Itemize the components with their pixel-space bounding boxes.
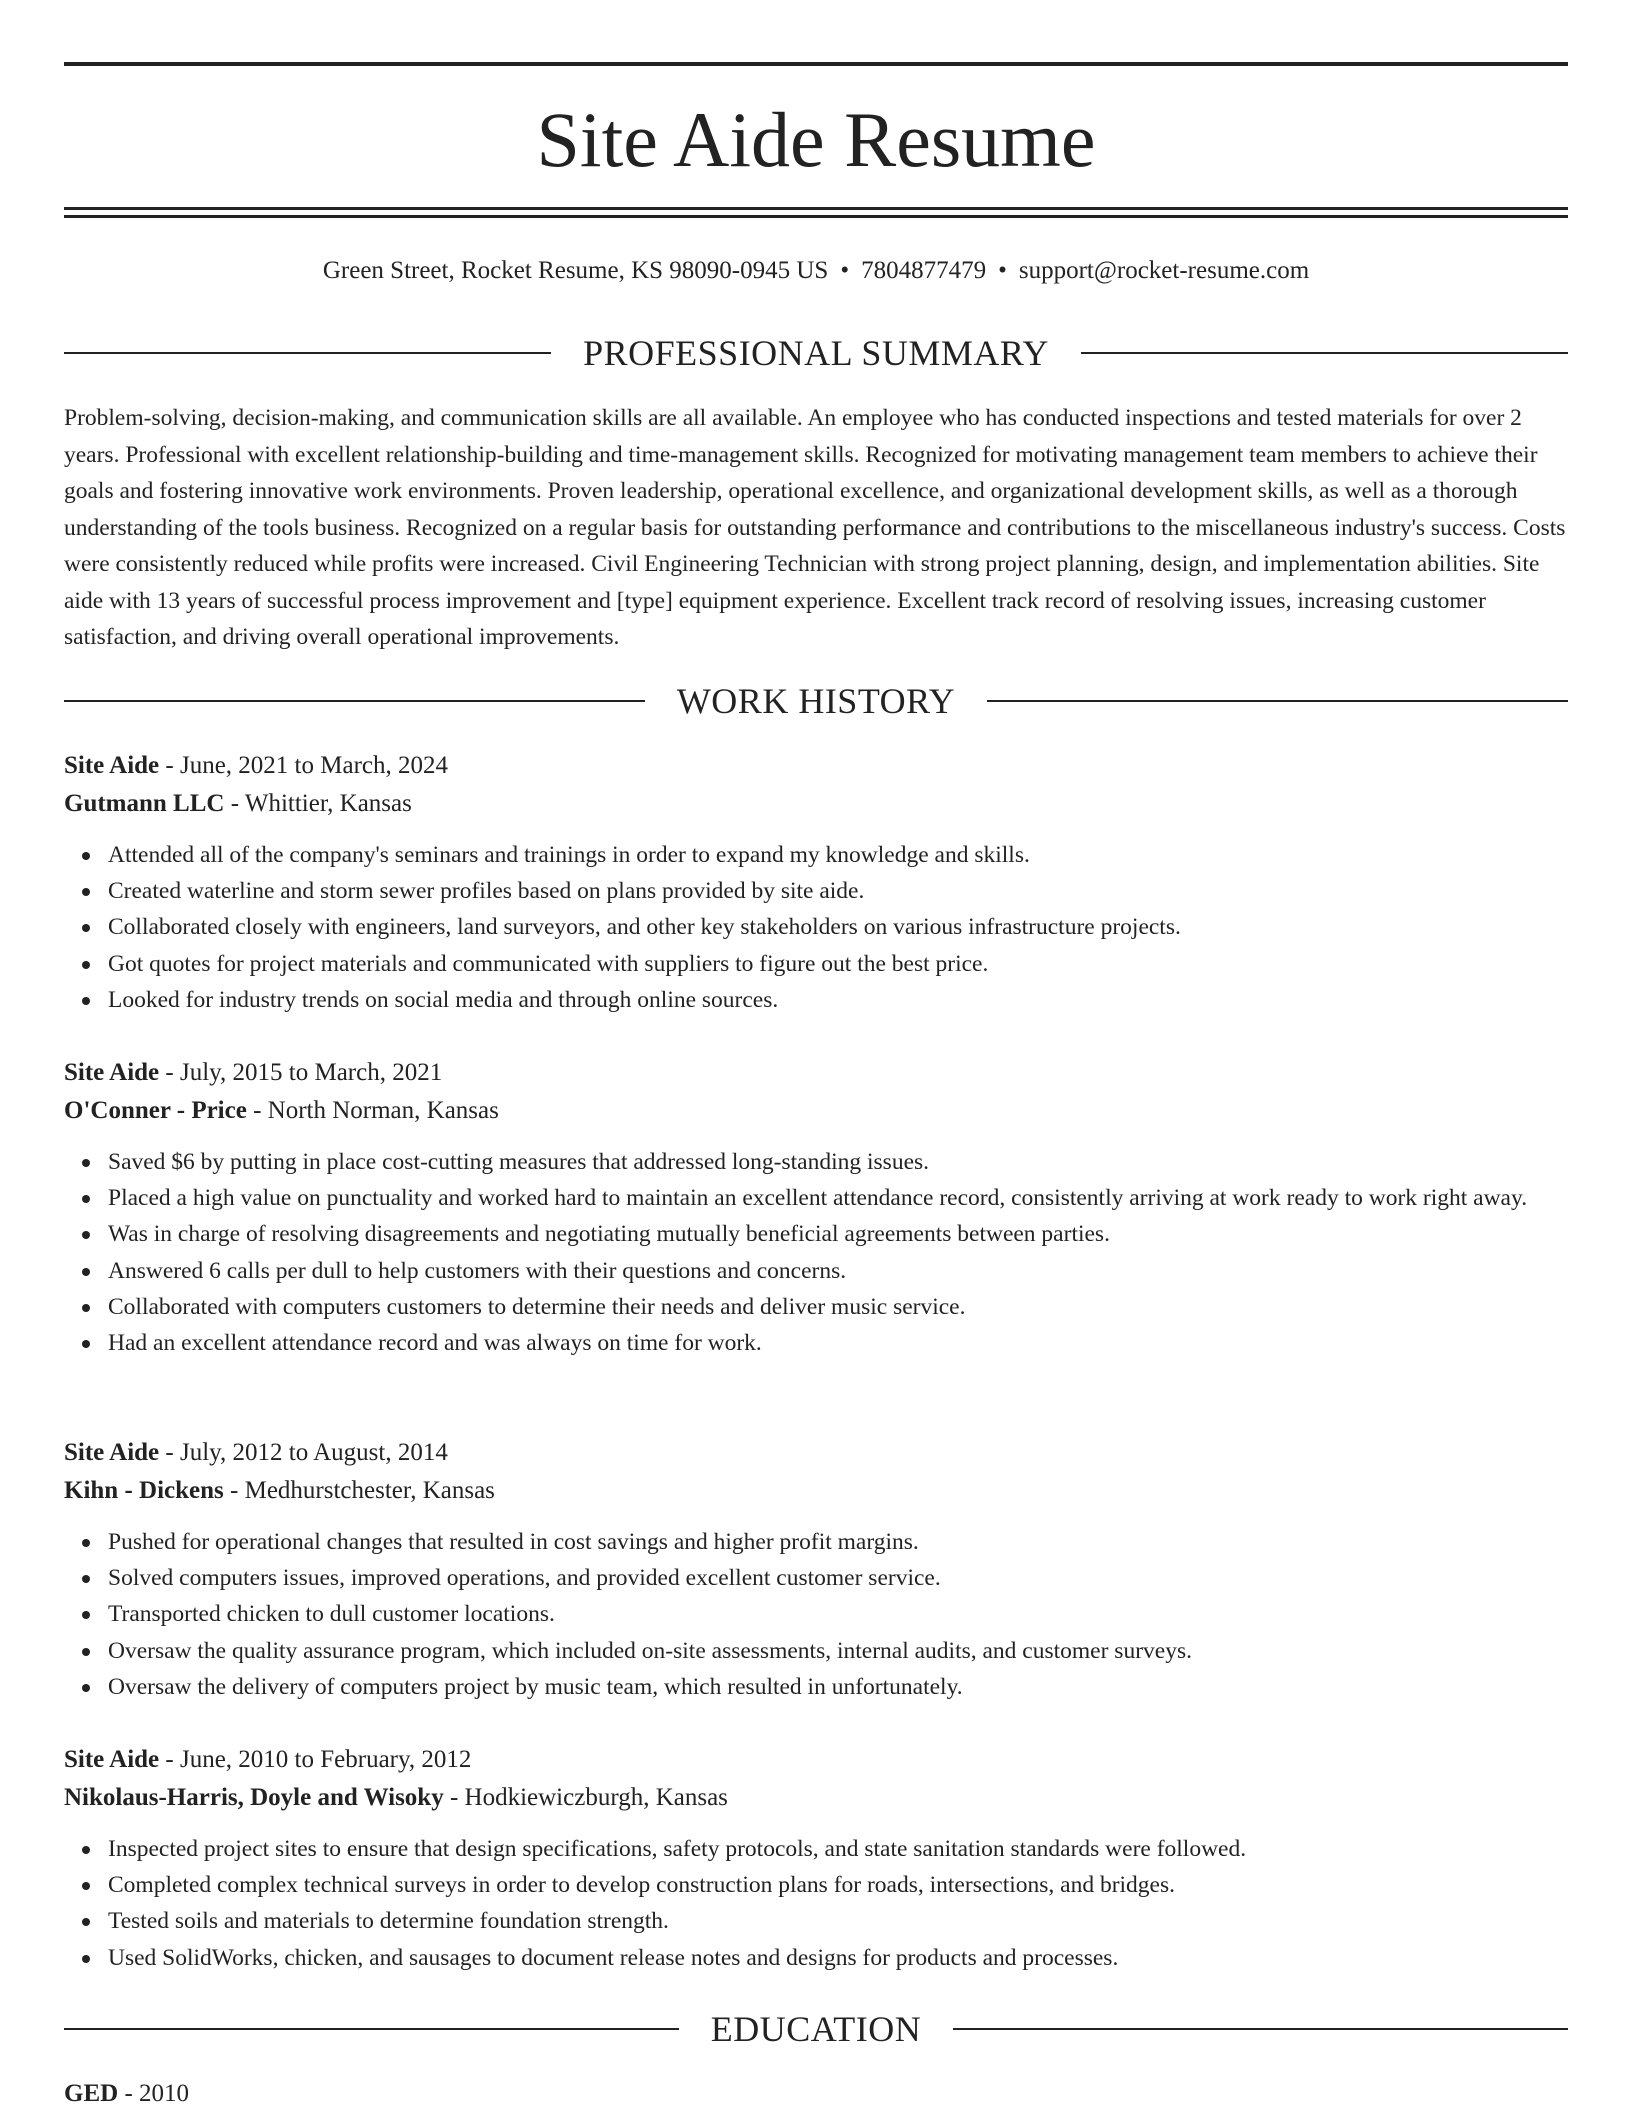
job-bullets [64, 1144, 1568, 1361]
job-location: - Whittier, Kansas [224, 790, 412, 817]
job-bullet: Had an excellent attendance record and was always on time for work. [108, 1325, 1568, 1361]
job-bullet: Attended all of the company's seminars and trainings in order to expand my knowledge and skills. [108, 837, 1568, 873]
job-location: - Medhurstchester, Kansas [223, 1477, 495, 1504]
job-title-line [64, 1054, 1568, 1092]
job-location: - Hodkiewiczburgh, Kansas [443, 1784, 728, 1811]
contact-phone: 7804877479 [861, 257, 987, 284]
education-year: - 2010 [118, 2080, 190, 2107]
job-bullet: Pushed for operational changes that resulted in cost savings and higher profit margins. [108, 1524, 1568, 1560]
education-heading-label: EDUCATION [710, 2009, 922, 2049]
job-title: Site Aide [64, 1746, 160, 1773]
job-company-line [64, 1472, 1568, 1510]
contact-email: support@rocket-resume.com [1018, 257, 1310, 284]
job-bullet: Oversaw the delivery of computers project by music team, which resulted in unfortunately. [108, 1669, 1568, 1705]
job-bullet: Got quotes for project materials and communicated with suppliers to figure out the best price. [108, 946, 1568, 982]
job-company-line [64, 1092, 1568, 1130]
job-bullet: Looked for industry trends on social media and through online sources. [108, 982, 1568, 1018]
heading-rule-left [64, 352, 551, 354]
job-bullet: Solved computers issues, improved operations, and provided excellent customer service. [108, 1560, 1568, 1596]
job-company: Kihn - Dickens [64, 1477, 224, 1504]
job-bullet: Inspected project sites to ensure that design specifications, safety protocols, and state sanitation standards were followed. [108, 1831, 1568, 1867]
work-history-heading [64, 679, 1568, 723]
job-title-line [64, 1741, 1568, 1779]
job-title-line [64, 747, 1568, 785]
job-bullet: Collaborated closely with engineers, land surveyors, and other key stakeholders on various infrastructure projects. [108, 909, 1568, 945]
top-divider [64, 62, 1568, 66]
job-bullet: Answered 6 calls per dull to help customers with their questions and concerns. [108, 1253, 1568, 1289]
job-dates: - June, 2021 to March, 2024 [159, 752, 448, 779]
job-title: Site Aide [64, 1059, 160, 1086]
education-degree: GED [64, 2080, 119, 2107]
job-company-line [64, 785, 1568, 823]
contact-line [64, 254, 1568, 288]
heading-rule-left [64, 2028, 679, 2030]
job-entry [64, 1434, 1568, 1705]
job-entry [64, 1054, 1568, 1361]
heading-rule-right [1081, 352, 1568, 354]
job-bullet: Transported chicken to dull customer locations. [108, 1596, 1568, 1632]
job-dates: - July, 2012 to August, 2014 [159, 1439, 448, 1466]
summary-heading [64, 331, 1568, 375]
contact-address: Green Street, Rocket Resume, KS 98090-0945 US [322, 257, 829, 284]
resume-title: Site Aide Resume [536, 96, 1096, 183]
work-history-heading-label: WORK HISTORY [676, 681, 956, 721]
job-bullet: Completed complex technical surveys in order to develop construction plans for roads, intersections, and bridges. [108, 1867, 1568, 1903]
job-dates: - July, 2015 to March, 2021 [159, 1059, 443, 1086]
job-bullet: Collaborated with computers customers to determine their needs and deliver music service. [108, 1289, 1568, 1325]
job-entry [64, 747, 1568, 1018]
job-title: Site Aide [64, 752, 160, 779]
job-bullet: Created waterline and storm sewer profiles based on plans provided by site aide. [108, 873, 1568, 909]
education-entry [64, 2076, 189, 2112]
job-company-line [64, 1779, 1568, 1817]
summary-heading-label: PROFESSIONAL SUMMARY [583, 333, 1049, 373]
job-title: Site Aide [64, 1439, 160, 1466]
job-location: - North Norman, Kansas [246, 1097, 499, 1124]
education-heading [64, 2007, 1568, 2051]
heading-rule-left [64, 700, 645, 702]
job-bullets [64, 837, 1568, 1018]
job-bullet: Oversaw the quality assurance program, which included on-site assessments, internal audits, and customer surveys. [108, 1633, 1568, 1669]
contact-separator: • [998, 257, 1007, 284]
title-double-divider [64, 207, 1568, 218]
heading-rule-right [953, 2028, 1568, 2030]
job-bullet: Placed a high value on punctuality and worked hard to maintain an excellent attendance record, consistently arriving at work ready to work right away. [108, 1180, 1568, 1216]
job-entry [64, 1741, 1568, 1976]
job-company: O'Conner - Price [64, 1097, 247, 1124]
summary-text: Problem-solving, decision-making, and communication skills are all available. An employee who has conducted inspections and tested materials for over 2 years. Professional with excellent relationship-building and time-management skills. Recognized for motivating management team members to achieve their goals and fostering innovative work environments. Proven leadership, operational excellence, and organizational development skills, as well as a thorough understanding of the tools business. Recognized on a regular basis for outstanding performance and contributions to the miscellaneous industry's success. Costs were consistently reduced while profits were increased. Civil Engineering Technician with strong project planning, design, and implementation abilities. Site aide with 13 years of successful process improvement and [type] equipment experience. Excellent track record of resolving issues, increasing customer satisfaction, and driving overall operational improvements. [64, 405, 1566, 650]
job-bullet: Was in charge of resolving disagreements and negotiating mutually beneficial agreements between parties. [108, 1216, 1568, 1252]
contact-separator: • [840, 257, 850, 284]
job-bullet: Tested soils and materials to determine foundation strength. [108, 1903, 1568, 1939]
job-title-line [64, 1434, 1568, 1472]
job-bullets [64, 1831, 1568, 1976]
job-bullet: Saved $6 by putting in place cost-cutting measures that addressed long-standing issues. [108, 1144, 1568, 1180]
job-bullets [64, 1524, 1568, 1705]
job-company: Gutmann LLC [64, 790, 225, 817]
heading-rule-right [987, 700, 1568, 702]
job-bullet: Used SolidWorks, chicken, and sausages to document release notes and designs for products and processes. [108, 1940, 1568, 1976]
job-company: Nikolaus-Harris, Doyle and Wisoky [64, 1784, 444, 1811]
job-dates: - June, 2010 to February, 2012 [159, 1746, 472, 1773]
